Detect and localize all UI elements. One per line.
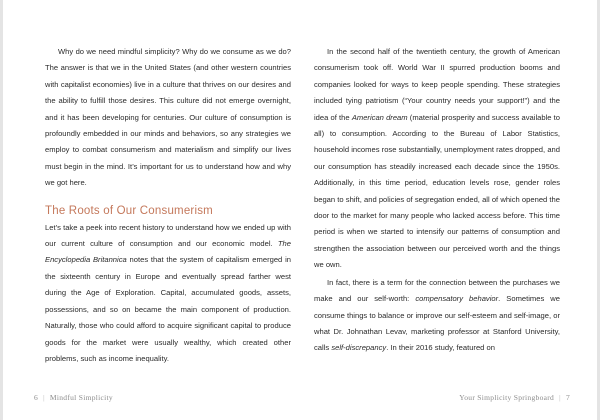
- footer-divider: |: [559, 393, 561, 402]
- self-discrepancy-term: self-discrepancy: [331, 343, 387, 353]
- compensatory-behavior-term: compensatory behavior: [415, 294, 499, 304]
- right-page-number: 7: [565, 393, 570, 402]
- encyclopedia-title: The Encyclopedia Britannica: [45, 239, 291, 265]
- left-footer: [34, 393, 113, 402]
- right-page-body: [314, 44, 560, 357]
- footer-divider: |: [43, 393, 45, 402]
- right-footer: [459, 393, 570, 402]
- american-dream-term: American dream: [351, 112, 408, 122]
- right-paragraph-2: In fact, there is a term for the connection between the purchases we make and our self-worth: compensatory behavior. Sometimes we consume things to balance or improve our self-esteem and self-image, or what Dr. Johnathan Levav, marketing professor at Stanford University, calls self-discrepancy. In their 2016 study, featured on: [314, 277, 560, 353]
- left-running-title: Mindful Simplicity: [49, 393, 113, 402]
- left-paragraph-1: Why do we need mindful simplicity? Why do we consume as we do? The answer is that we in the United States (and other western countries with capitalist economies) live in a culture that thrives on our desires and the ability to fulfill those desires. This culture did not emerge overnight, and it has been developing for centuries. Our culture of consumption is profoundly embedded in our minds and behaviors, so any strategies we employ to combat consumerism and materialism and simplify our lives must begin in the mind. It’s important for us to understand how and why we got here.: [45, 47, 291, 188]
- right-paragraph-1: In the second half of the twentieth century, the growth of American consumerism took off. World War II spurred production booms and companies looked for ways to keep people spending. These strategies included tying patriotism (“Your country needs your support!”) and the idea of the American dream (material prosperity and success available to all) to consumption. According to the Bureau of Labor Statistics, household incomes rose substantially, unemployment rates dropped, and our consumption has steadily increased each decade since the 1950s. Additionally, in this time period, education levels rose, gender roles began to shift, and policies of segregation ended, all of which opened the door to the market for many people who lacked access before. This time period is when we started to intensify our patterns of consumption and strengthen the association between our perceived worth and the things we own.: [314, 47, 561, 270]
- left-page-edge: [0, 0, 3, 420]
- left-page-body: [45, 44, 291, 367]
- right-running-title: Your Simplicity Springboard: [459, 393, 555, 402]
- section-heading: The Roots of Our Consumerism: [45, 204, 213, 217]
- left-page-number: 6: [34, 393, 39, 402]
- left-paragraph-2: Let’s take a peek into recent history to understand how we ended up with our current culture of consumption and our economic model. The Encyclopedia Britannica notes that the system of capitalism emerged in the sixteenth century in Europe and eventually spread farther west during the Age of Exploration. Capital, accumulated goods, assets, possessions, and so on became the main component of production. Naturally, those who could afford to acquire significant capital to produce goods for the market were usually wealthy, which created other problems, such as income inequality.: [45, 222, 291, 363]
